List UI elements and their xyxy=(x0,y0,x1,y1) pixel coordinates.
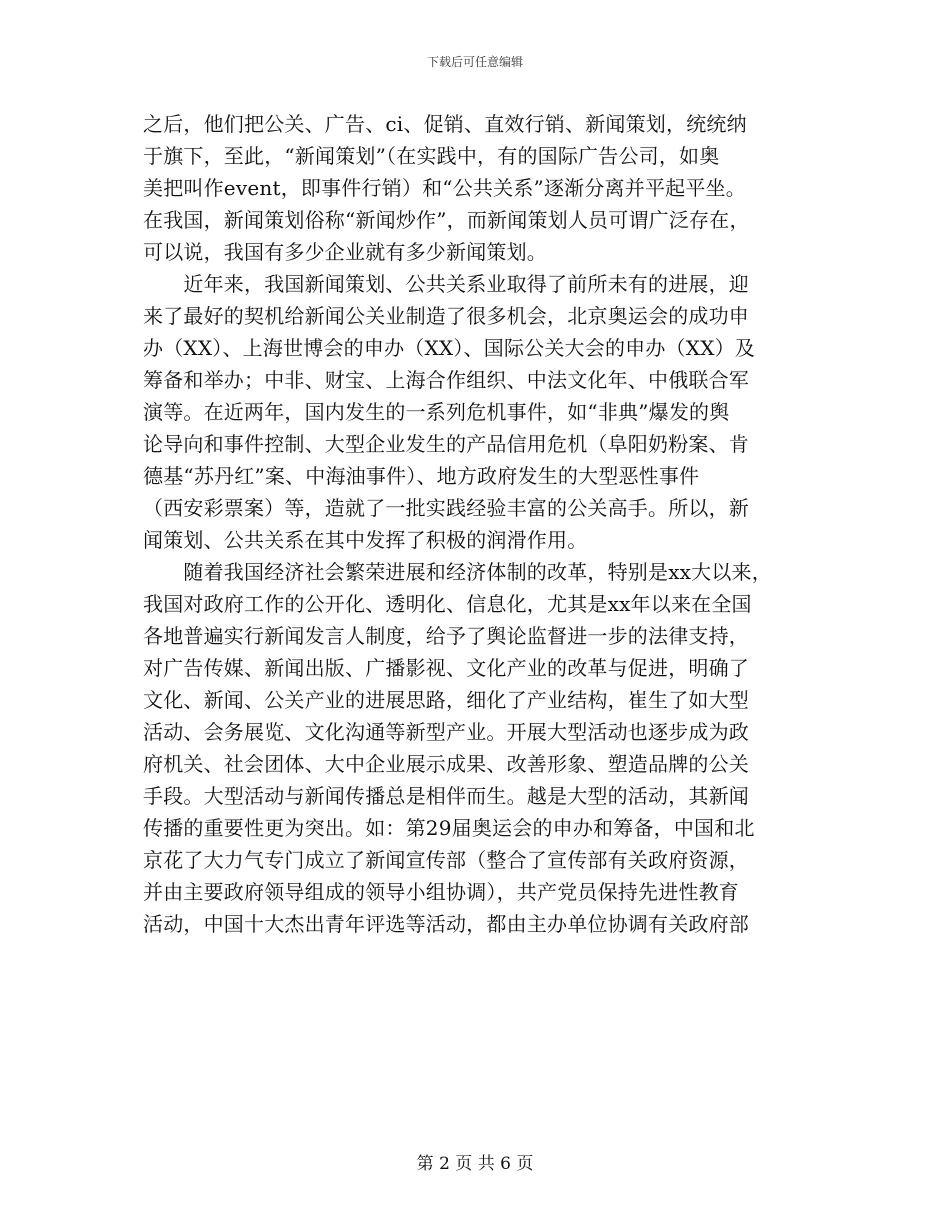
page-header: 下载后可任意编辑 xyxy=(426,55,523,69)
text-line: 府机关、社会团体、大中企业展示成果、改善形象、塑造品牌的公关 xyxy=(143,752,749,776)
text-line: 演等。在近两年，国内发生的一系列危机事件，如“非典”爆发的舆 xyxy=(143,400,730,424)
text-line: 在我国，新闻策划俗称“新闻炒作”，而新闻策划人员可谓广泛存在， xyxy=(143,208,750,232)
text-line: 京花了大力气专门成立了新闻宣传部（整合了宣传部有关政府资源， xyxy=(143,848,749,872)
text-line: 之后，他们把公关、广告、ci、促销、直效行销、新闻策划，统统纳 xyxy=(143,112,747,136)
text-line: （西安彩票案）等，造就了一批实践经验丰富的公关高手。所以，新 xyxy=(143,496,749,520)
text-line: 活动、会务展览、文化沟通等新型产业。开展大型活动也逐步成为政 xyxy=(143,720,749,744)
text-line: 于旗下，至此，“新闻策划”（在实践中，有的国际广告公司，如奥 xyxy=(143,144,720,168)
page-footer: 第 2 页 共 6 页 xyxy=(416,1154,534,1174)
text-line: 传播的重要性更为突出。如：第29届奥运会的申办和筹备，中国和北 xyxy=(143,816,755,840)
text-line: 并由主要政府领导组成的领导小组协调），共产党员保持先进性教育 xyxy=(143,880,739,904)
text-line: 德基“苏丹红”案、中海油事件）、地方政府发生的大型恶性事件 xyxy=(143,464,700,488)
text-line: 闻策划、公共关系在其中发挥了积极的润滑作用。 xyxy=(143,528,588,552)
text-line: 文化、新闻、公关产业的进展思路，细化了产业结构，崔生了如大型 xyxy=(143,688,749,712)
text-line: 办（XX）、上海世博会的申办（XX）、国际公关大会的申办（XX）及 xyxy=(143,336,756,360)
text-line: 活动，中国十大杰出青年评选等活动，都由主办单位协调有关政府部 xyxy=(143,912,749,936)
text-line: 手段。大型活动与新闻传播总是相伴而生。越是大型的活动，其新闻 xyxy=(143,784,749,808)
text-line: 论导向和事件控制、大型企业发生的产品信用危机（阜阳奶粉案、肯 xyxy=(143,432,749,456)
text-line: 近年来，我国新闻策划、公共关系业取得了前所未有的进展，迎 xyxy=(143,272,749,296)
text-line: 各地普遍实行新闻发言人制度，给予了舆论监督进一步的法律支持， xyxy=(143,624,749,648)
text-line: 随着我国经济社会繁荣进展和经济体制的改革，特别是xx大以来， xyxy=(143,560,772,584)
text-line: 我国对政府工作的公开化、透明化、信息化，尤其是xx年以来在全国 xyxy=(143,592,752,616)
text-line: 筹备和举办；中非、财宝、上海合作组织、中法文化年、中俄联合军 xyxy=(143,368,749,392)
text-line: 可以说，我国有多少企业就有多少新闻策划。 xyxy=(143,240,547,264)
text-line: 来了最好的契机给新闻公关业制造了很多机会，北京奥运会的成功申 xyxy=(143,304,749,328)
text-line: 美把叫作event，即事件行销）和“公共关系”逐渐分离并平起平坐。 xyxy=(143,176,746,200)
document-body xyxy=(143,108,823,940)
text-line: 对广告传媒、新闻出版、广播影视、文化产业的改革与促进，明确了 xyxy=(143,656,749,680)
